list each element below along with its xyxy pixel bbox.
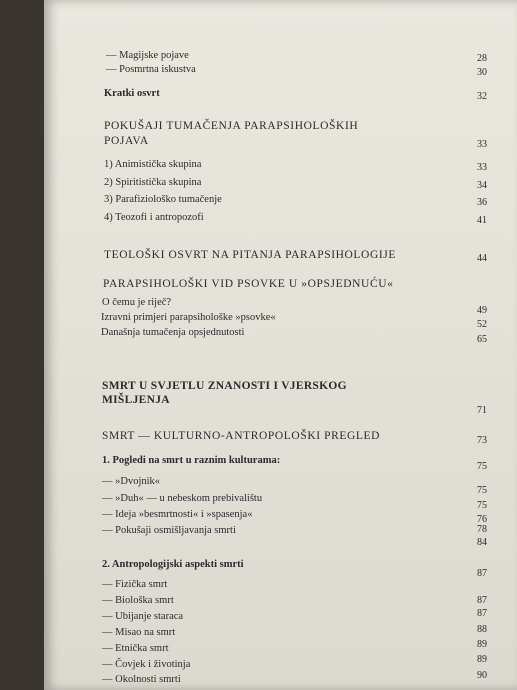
toc-entry-title: — Magijske pojave bbox=[106, 50, 189, 61]
toc-entry-page: 73 bbox=[477, 435, 487, 446]
book-page bbox=[44, 0, 517, 690]
toc-entry-page: 75 bbox=[477, 485, 487, 496]
toc-entry-title: — »Duh« — u nebeskom prebivalištu bbox=[102, 493, 263, 504]
toc-entry-page: 88 bbox=[477, 624, 487, 635]
toc-entry-page: 78 bbox=[477, 524, 487, 535]
toc-entry-title: O čemu je riječ? bbox=[102, 297, 172, 308]
toc-entry-page: 33 bbox=[477, 162, 487, 173]
toc-entry-title: — Biološka smrt bbox=[102, 595, 174, 606]
toc-entry-page: 90 bbox=[477, 670, 487, 681]
toc-entry-page: 89 bbox=[477, 654, 487, 665]
toc-entry-page: 52 bbox=[477, 319, 487, 330]
toc-entry-title: — Ubijanje staraca bbox=[102, 611, 184, 622]
toc-entry-page: 89 bbox=[477, 639, 487, 650]
toc-entry-title: PARAPSIHOLOŠKI VID PSOVKE U »OPSJEDNUĆU« bbox=[103, 278, 394, 290]
toc-entry-page: 49 bbox=[477, 305, 487, 316]
toc-entry-title: 3) Parafiziološko tumačenje bbox=[104, 194, 222, 205]
toc-entry-title: 1. Pogledi na smrt u raznim kulturama: bbox=[102, 455, 281, 466]
toc-entry-title: MIŠLJENJA bbox=[102, 394, 170, 406]
toc-entry-title: Izravni primjeri parapsihološke »psovke« bbox=[101, 312, 276, 323]
toc-entry-page: 87 bbox=[477, 568, 487, 579]
toc-entry-title: — Okolnosti smrti bbox=[102, 674, 181, 685]
toc-entry-page: 76 bbox=[477, 514, 487, 525]
toc-entry-title: Kratki osvrt bbox=[104, 88, 160, 99]
toc-entry-title: — »Dvojnik« bbox=[102, 476, 161, 487]
toc-entry-title: 2. Antropologijski aspekti smrti bbox=[102, 559, 244, 570]
toc-entry-title: — Etnička smrt bbox=[102, 643, 169, 654]
toc-entry-page: 32 bbox=[477, 91, 487, 102]
toc-entry-page: 34 bbox=[477, 180, 487, 191]
toc-entry-page: 33 bbox=[477, 139, 487, 150]
toc-entry-page: 87 bbox=[477, 595, 487, 606]
toc-entry-page: 75 bbox=[477, 461, 487, 472]
toc-entry-title: — Posmrtna iskustva bbox=[106, 64, 196, 75]
toc-entry-title: SMRT U SVJETLU ZNANOSTI I VJERSKOG bbox=[102, 380, 347, 392]
toc-entry-title: POJAVA bbox=[104, 135, 149, 147]
toc-entry-title: TEOLOŠKI OSVRT NA PITANJA PARAPSIHOLOGIJE bbox=[104, 249, 396, 261]
toc-entry-title: — Misao na smrt bbox=[102, 627, 176, 638]
toc-entry-page: 41 bbox=[477, 215, 487, 226]
toc-entry-page: 30 bbox=[477, 67, 487, 78]
toc-entry-page: 44 bbox=[477, 253, 487, 264]
toc-entry-title: 2) Spiritistička skupina bbox=[104, 177, 202, 188]
toc-entry-page: 87 bbox=[477, 608, 487, 619]
toc-entry-title: POKUŠAJI TUMAČENJA PARAPSIHOLOŠKIH bbox=[104, 120, 359, 132]
toc-entry-page: 71 bbox=[477, 405, 487, 416]
toc-entry-title: Današnja tumačenja opsjednutosti bbox=[101, 327, 245, 338]
toc-entry-page: 36 bbox=[477, 197, 487, 208]
toc-entry-title: 1) Animistička skupina bbox=[104, 159, 202, 170]
toc-entry-title: — Ideja »besmrtnosti« i »spasenja« bbox=[102, 509, 253, 520]
toc-entry-title: — Fizička smrt bbox=[102, 579, 168, 590]
toc-entry-title: SMRT — KULTURNO-ANTROPOLOŠKI PREGLED bbox=[102, 430, 381, 442]
toc-entry-title: — Čovjek i životinja bbox=[102, 659, 191, 670]
toc-entry-page: 65 bbox=[477, 334, 487, 345]
toc-entry-title: — Pokušaji osmišljavanja smrti bbox=[102, 525, 236, 536]
toc-entry-page: 28 bbox=[477, 53, 487, 64]
toc-entry-page: 75 bbox=[477, 500, 487, 511]
toc-entry-title: 4) Teozofi i antropozofi bbox=[104, 212, 204, 223]
toc-entry-page: 84 bbox=[477, 537, 487, 548]
